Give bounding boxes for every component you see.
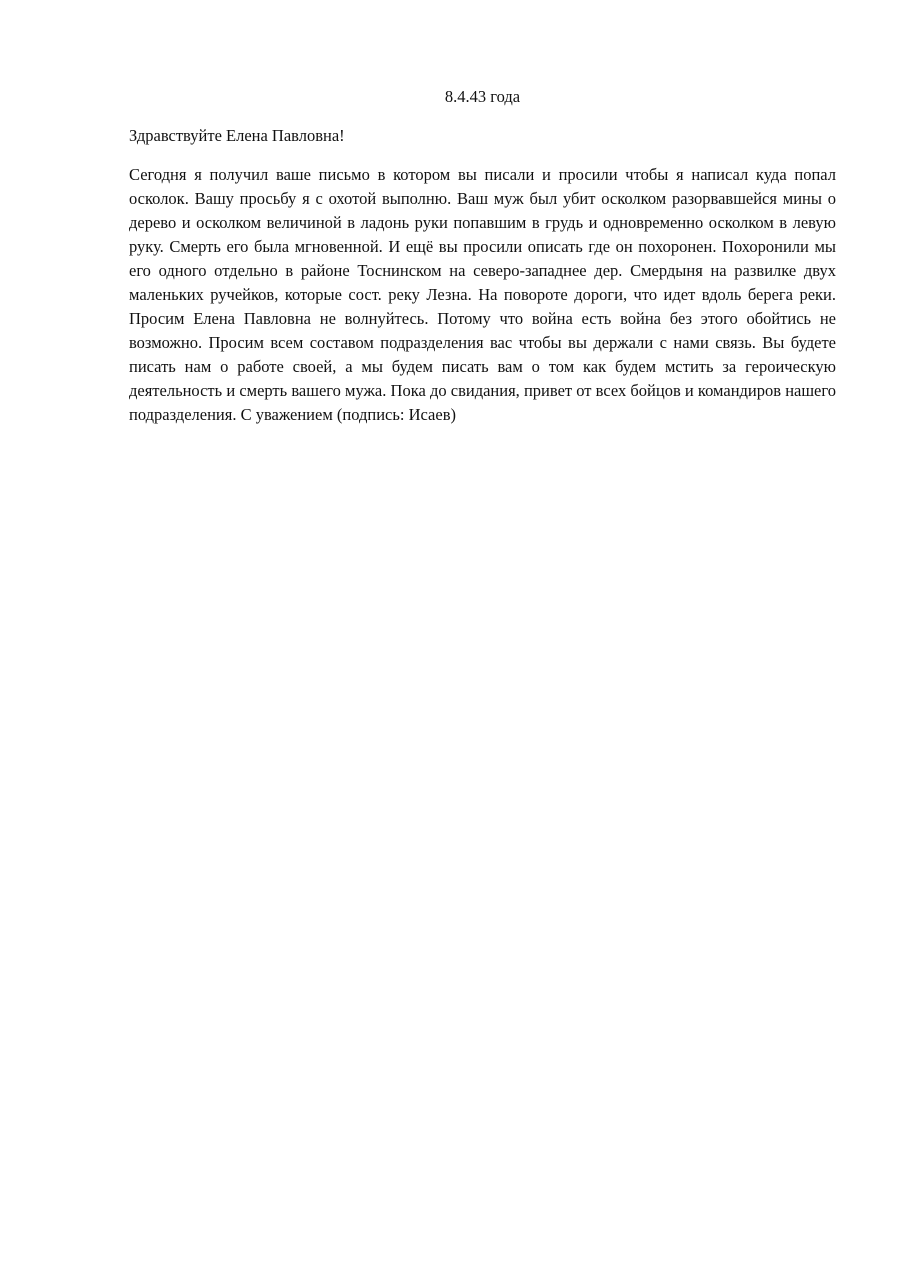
letter-body: Сегодня я получил ваше письмо в котором вы писали и просили чтобы я написал куда попал осколок. Вашу просьбу я с охотой выполню. Ваш муж был убит осколком разорвавшейся мины о дерево и осколком величиной в ладонь руки попавшим в грудь и одновременно осколком в левую руку. Смерть его была мгновенной. И ещё вы просили описать где он похоронен. Похоронили мы его одного отдельно в районе Тоснинском на северо-западнее дер. Смердыня на развилке двух маленьких ручейков, которые сост. реку Лезна. На повороте дороги, что идет вдоль берега реки. Просим Елена Павловна не волнуйтесь. Потому что война есть война без этого обойтись не возможно. Просим всем составом подразделения вас чтобы вы держали с нами связь. Вы будете писать нам о работе своей, а мы будем писать вам о том как будем мстить за героическую деятельность и смерть вашего мужа. Пока до свидания, привет от всех бойцов и командиров нашего подразделения. С уважением (подпись: Исаев) [129,165,836,424]
letter-greeting: Здравствуйте Елена Павловна! [129,126,345,145]
letter-date: 8.4.43 года [444,87,521,106]
